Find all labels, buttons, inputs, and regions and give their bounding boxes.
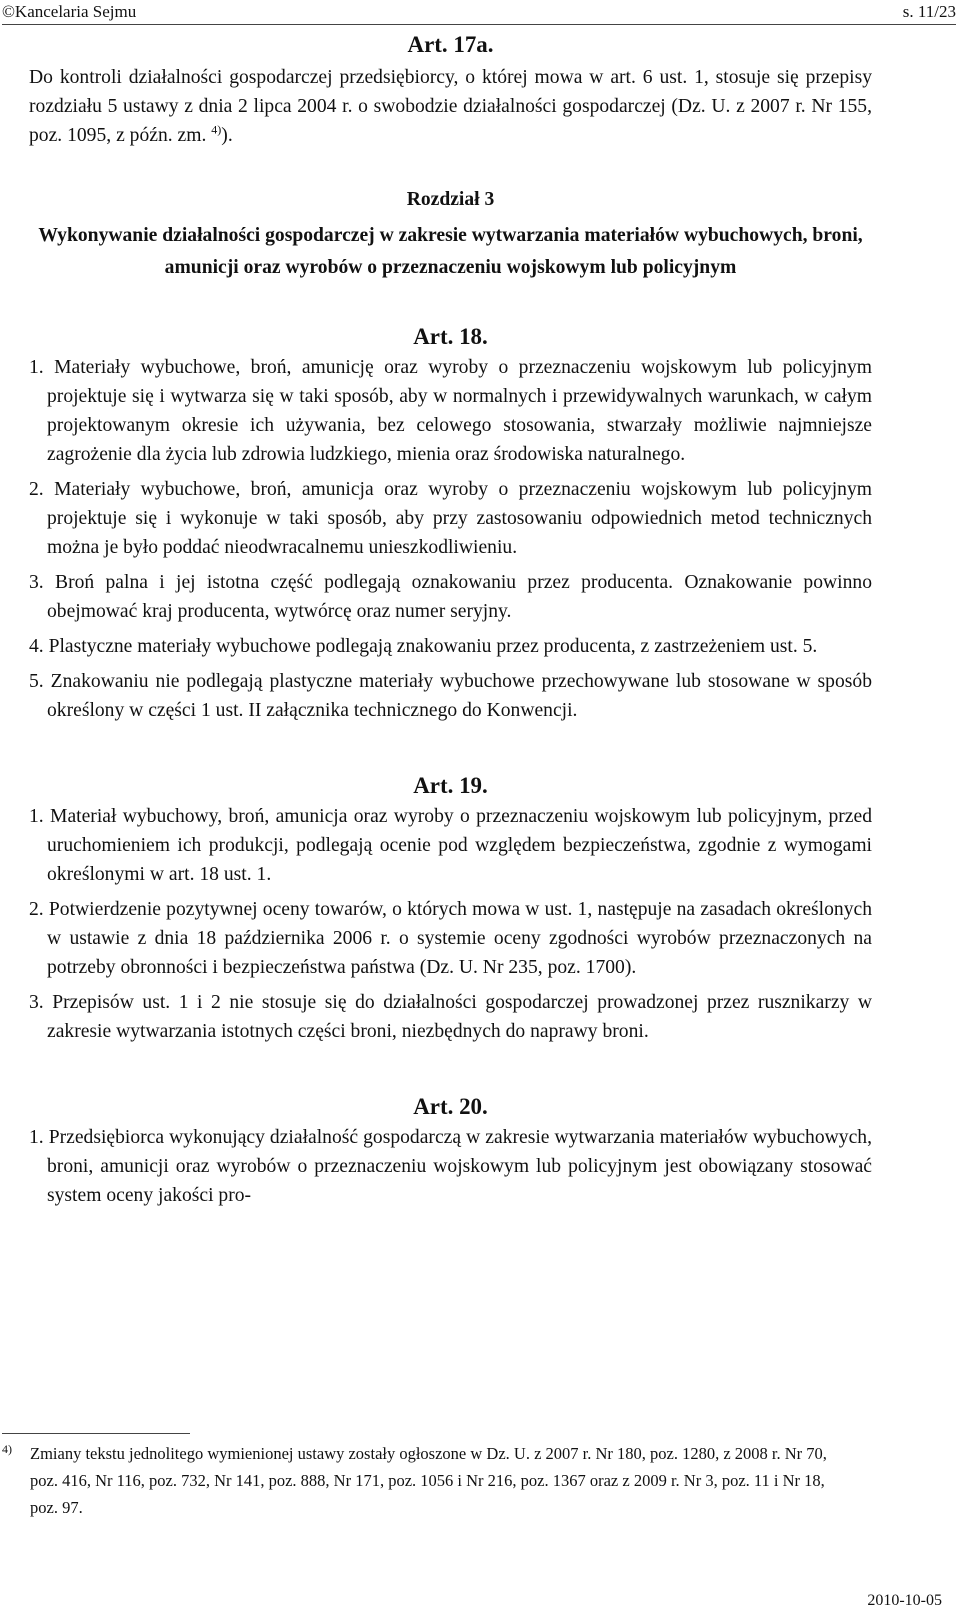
paragraph: 5. Znakowaniu nie podlegają plastyczne materiały wybuchowe przechowywane lub stosowane w sposób określony w części 1 ust. II załącznika technicznego do Konwencji.: [29, 671, 872, 721]
article-17a: [29, 30, 872, 150]
footnote-ref: 4): [211, 122, 222, 137]
paragraph: 1. Materiały wybuchowe, broń, amunicję oraz wyroby o przeznaczeniu wojskowym lub policyjnym projektuje się i wytwarza się w taki sposób, aby w normalnych i przewidywalnych warunkach, w całym projektowanym okresie ich używania, bez celowego stosowania, stwarzały możliwie najmniejsze zagrożenie dla życia lub zdrowia ludzkiego, mienia oraz środowiska naturalnego.: [29, 357, 872, 465]
footnote-marker: 4): [2, 1442, 12, 1456]
article-19: [29, 771, 872, 1046]
footnote-divider: [2, 1433, 190, 1434]
publisher-label: ©Kancelaria Sejmu: [2, 2, 137, 21]
article-title: Art. 19.: [413, 773, 488, 798]
paragraph: 1. Przedsiębiorca wykonujący działalność gospodarczą w zakresie wytwarzania materiałów wybuchowych, broni, amunicji oraz wyrobów o przeznaczeniu wojskowym lub policyjnym jest obowiązany stosować system oceny jakości pro-: [29, 1127, 872, 1206]
footnote-text: Zmiany tekstu jednolitego wymienionej ustawy zostały ogłoszone w Dz. U. z 2007 r. Nr 180, poz. 1280, z 2008 r. Nr 70, poz. 416, Nr 116, poz. 732, Nr 141, poz. 888, Nr 171, poz. 1056 i Nr 216, poz. 1367 oraz z 2009 r. Nr 3, poz. 11 i Nr 18, poz. 97.: [30, 1444, 827, 1517]
document-date: 2010-10-05: [867, 1592, 942, 1609]
article-20: [29, 1092, 872, 1210]
paragraph: 1. Materiał wybuchowy, broń, amunicja oraz wyroby o przeznaczeniu wojskowym lub policyjnym, przed uruchomieniem ich produkcji, podlegają ocenie pod względem bezpieczeństwa, zgodnie z wymogami określonymi w art. 18 ust. 1.: [29, 806, 872, 885]
article-18: [29, 322, 872, 725]
article-title: Art. 18.: [413, 324, 488, 349]
paragraph: 3. Broń palna i jej istotna część podlegają oznakowaniu przez producenta. Oznakowanie powinno obejmować kraj producenta, wytwórcę oraz numer seryjny.: [29, 572, 872, 622]
paragraph: 2. Materiały wybuchowe, broń, amunicja oraz wyroby o przeznaczeniu wojskowym lub policyjnym projektuje się i wykonuje w taki sposób, aby przy zastosowaniu odpowiednich metod technicznych można je było poddać nieodwracalnemu unieszkodliwieniu.: [29, 479, 872, 558]
article-text-end: ).: [221, 125, 233, 146]
article-text-body: Do kontroli działalności gospodarczej przedsiębiorcy, o której mowa w art. 6 ust. 1, stosuje się przepisy rozdziału 5 ustawy z dnia 2 lipca 2004 r. o swobodzie działalności gospodarczej (Dz. U. z 2007 r. Nr 155, poz. 1095, z późn. zm.: [29, 67, 872, 146]
paragraph: 4. Plastyczne materiały wybuchowe podlegają znakowaniu przez producenta, z zastrzeżeniem ust. 5.: [29, 636, 818, 657]
article-title: Art. 17a.: [407, 32, 494, 57]
footnote: [2, 1440, 842, 1521]
article-title: Art. 20.: [413, 1094, 488, 1119]
page-number: s. 11/23: [902, 2, 956, 21]
paragraph: 2. Potwierdzenie pozytywnej oceny towarów, o których mowa w ust. 1, następuje na zasadach określonych w ustawie z dnia 18 października 2006 r. o systemie oceny zgodności wyrobów przeznaczonych na potrzeby obronności i bezpieczeństwa państwa (Dz. U. Nr 235, poz. 1700).: [29, 899, 872, 978]
chapter-title: Wykonywanie działalności gospodarczej w zakresie wytwarzania materiałów wybuchowych, broni, amunicji oraz wyrobów o przeznaczeniu wojskowym lub policyjnym: [38, 225, 863, 278]
paragraph: 3. Przepisów ust. 1 i 2 nie stosuje się do działalności gospodarczej prowadzonej przez rusznikarzy w zakresie wytwarzania istotnych części broni, niezbędnych do naprawy broni.: [29, 992, 872, 1042]
chapter-heading: [29, 184, 872, 284]
page-header: [2, 2, 956, 25]
article-text: [29, 63, 872, 150]
chapter-number: Rozdział 3: [406, 189, 495, 210]
document-body: [29, 30, 872, 1210]
